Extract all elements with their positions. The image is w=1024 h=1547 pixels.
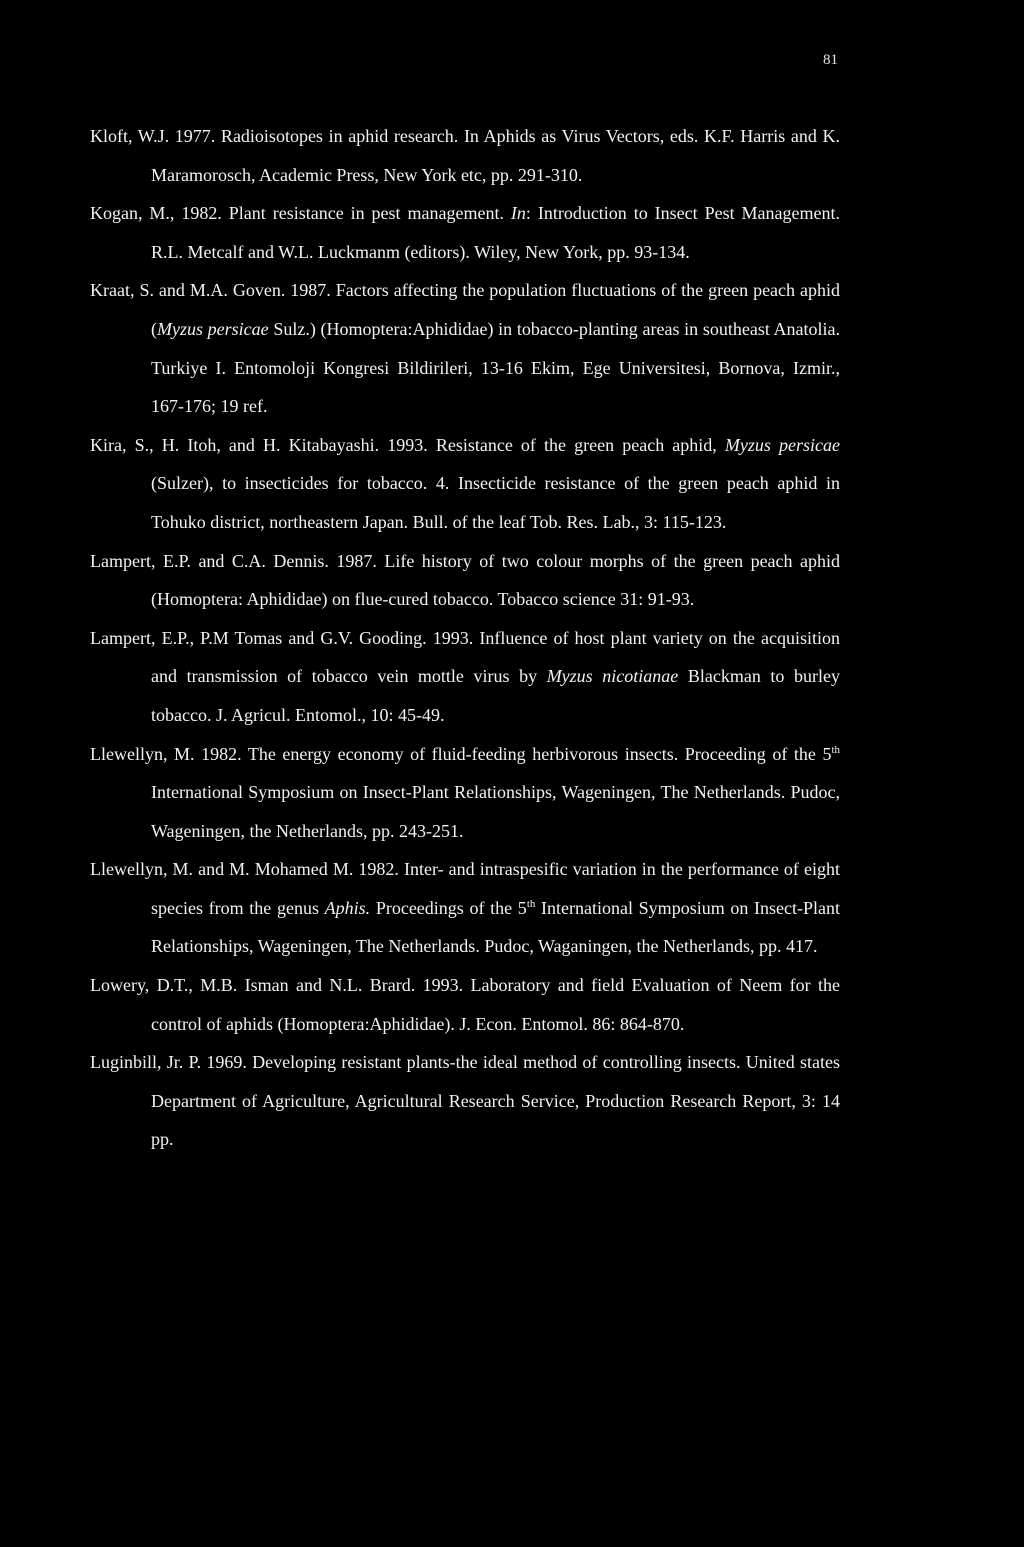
reference-text: Lampert, E.P., P.M Tomas and G.V. Gooding. 1993. Influence of host plant variety on the acquisition and transmission of tobacco vein mottle virus by xyxy=(90,627,840,687)
reference-italic-text: Aphis. xyxy=(324,897,371,918)
reference-text: Sulz.) (Homoptera:Aphididae) in tobacco-planting areas in southeast Anatolia. Turkiye I. Entomoloji Kongresi Bildirileri, 13-16 Ekim, Ege Universitesi, Bornova, Izmir., 167-176; 19 ref. xyxy=(151,318,840,417)
reference-list xyxy=(90,117,840,1159)
reference-entry xyxy=(90,426,840,542)
reference-italic-text: Myzus persicae xyxy=(157,318,269,339)
reference-text: Kraat, S. and M.A. Goven. 1987. Factors affecting the population fluctuations of the green peach aphid ( xyxy=(90,280,840,339)
reference-text: International Symposium on Insect-Plant Relationships, Wageningen, The Netherlands. Pudoc, Waganingen, the Netherlands, pp. 417. xyxy=(151,897,841,957)
reference-italic-text: Myzus nicotianae xyxy=(546,666,679,687)
reference-entry xyxy=(90,619,840,735)
reference-text: Kogan, M., 1982. Plant resistance in pest management. xyxy=(90,203,511,224)
reference-text: : Introduction to Insect Pest Management. R.L. Metcalf and W.L. Luckmanm (editors). Wiley, New York, pp. 93-134. xyxy=(151,203,840,262)
reference-text: Lampert, E.P. and C.A. Dennis. 1987. Life history of two colour morphs of the green peach aphid (Homoptera: Aphididae) on flue-cured tobacco. Tobacco science 31: 91-93. xyxy=(90,550,840,610)
reference-entry xyxy=(90,1043,840,1159)
reference-text: Blackman to burley tobacco. J. Agricul. Entomol., 10: 45-49. xyxy=(151,666,841,725)
reference-text: Luginbill, Jr. P. 1969. Developing resistant plants-the ideal method of controlling insects. United states Department of Agriculture, Agricultural Research Service, Production Research Report, 3: 14 pp. xyxy=(90,1052,840,1150)
reference-entry xyxy=(90,966,840,1043)
reference-text: International Symposium on Insect-Plant Relationships, Wageningen, The Netherlands. Pudoc, Wageningen, the Netherlands, pp. 243-251. xyxy=(151,782,840,841)
reference-text: Kira, S., H. Itoh, and H. Kitabayashi. 1993. Resistance of the green peach aphid, xyxy=(90,434,725,455)
reference-text: Kloft, W.J. 1977. Radioisotopes in aphid research. In Aphids as Virus Vectors, eds. K.F. Harris and K. Maramorosch, Academic Press, New York etc, pp. 291-310. xyxy=(90,126,840,185)
ordinal-superscript: th xyxy=(526,897,536,910)
ordinal-superscript: th xyxy=(831,743,840,756)
reference-text: Proceedings of the 5 xyxy=(370,897,527,918)
reference-entry xyxy=(90,735,840,851)
reference-entry xyxy=(90,542,840,619)
reference-entry xyxy=(90,194,840,271)
reference-entry xyxy=(90,271,840,425)
reference-italic-text: Myzus persicae xyxy=(724,434,840,455)
page-number: 81 xyxy=(823,52,838,68)
reference-entry xyxy=(90,117,840,194)
reference-italic-text: In xyxy=(510,203,526,224)
reference-text: Llewellyn, M. and M. Mohamed M. 1982. Inter- and intraspesific variation in the performance of eight species from the genus xyxy=(90,859,840,918)
reference-text: (Sulzer), to insecticides for tobacco. 4. Insecticide resistance of the green peach aphid in Tohuko district, northeastern Japan. Bull. of the leaf Tob. Res. Lab., 3: 115-123. xyxy=(151,473,840,532)
reference-text: Lowery, D.T., M.B. Isman and N.L. Brard. 1993. Laboratory and field Evaluation of Neem for the control of aphids (Homoptera:Aphididae). J. Econ. Entomol. 86: 864-870. xyxy=(90,975,840,1034)
reference-entry xyxy=(90,850,840,966)
reference-text: Llewellyn, M. 1982. The energy economy of fluid-feeding herbivorous insects. Proceeding of the 5 xyxy=(90,743,832,764)
